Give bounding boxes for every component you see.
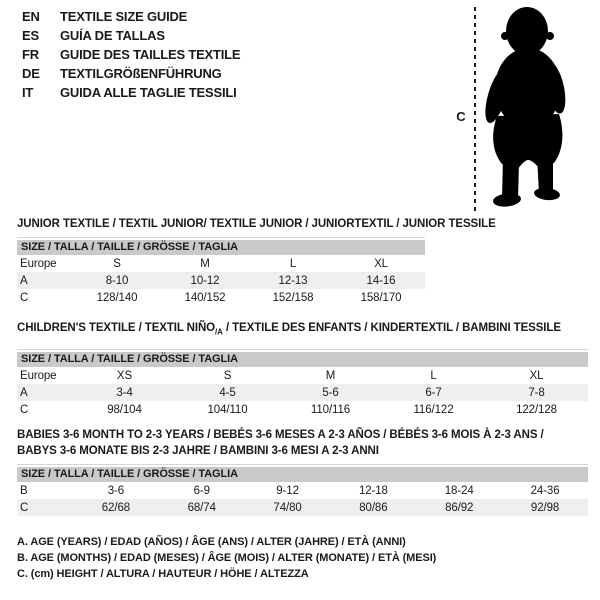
- baby-silhouette: [481, 7, 570, 208]
- size-cell: 12-18: [358, 484, 388, 497]
- size-cell: S: [113, 257, 121, 270]
- legend-notes: [17, 534, 436, 582]
- size-cell: 3-6: [107, 484, 125, 497]
- size-header-bar: SIZE / TALLA / TAILLE / GRÖSSE / TAGLIA: [17, 467, 588, 482]
- size-cell: 14-16: [366, 274, 396, 287]
- table-title: [17, 321, 588, 339]
- size-cell: 4-5: [219, 386, 236, 399]
- size-cell: XS: [116, 369, 133, 382]
- row-label: Europe: [20, 257, 57, 270]
- size-table: [17, 367, 588, 418]
- children-table-section: [17, 321, 588, 418]
- language-title: TEXTILE SIZE GUIDE: [60, 9, 188, 24]
- language-code: EN: [22, 9, 40, 24]
- table-title-subscript: /A: [215, 327, 223, 337]
- size-header-bar: SIZE / TALLA / TAILLE / GRÖSSE / TAGLIA: [17, 240, 425, 255]
- language-row-fr: [22, 45, 240, 64]
- table-row: [17, 384, 588, 401]
- size-cell: M: [325, 369, 336, 382]
- size-cell: 68/74: [187, 501, 216, 514]
- size-cell: 140/152: [184, 291, 226, 304]
- row-label: C: [20, 403, 29, 416]
- size-cell: 24-36: [530, 484, 560, 497]
- size-cell: L: [430, 369, 437, 382]
- size-cell: 3-4: [116, 386, 133, 399]
- divider-line: [17, 237, 425, 238]
- size-cell: 104/110: [207, 403, 248, 416]
- row-label: B: [20, 484, 28, 497]
- table-title: [17, 427, 588, 459]
- language-title: TEXTILGRÖßENFÜHRUNG: [60, 66, 222, 81]
- table-row: [17, 499, 588, 516]
- size-cell: 18-24: [444, 484, 474, 497]
- size-cell: XL: [374, 257, 388, 270]
- divider-line: [17, 464, 588, 465]
- size-table: [17, 255, 425, 306]
- size-cell: 116/122: [413, 403, 454, 416]
- language-code: ES: [22, 28, 39, 43]
- size-cell: 92/98: [530, 501, 560, 514]
- language-row-en: [22, 7, 240, 26]
- size-cell: 62/68: [101, 501, 131, 514]
- baby-silhouette-figure: [440, 0, 600, 220]
- language-title: GUÍA DE TALLAS: [60, 28, 165, 43]
- language-title: GUIDE DES TAILLES TEXTILE: [60, 47, 241, 62]
- size-header-bar: SIZE / TALLA / TAILLE / GRÖSSE / TAGLIA: [17, 352, 588, 367]
- row-label: Europe: [20, 369, 57, 382]
- junior-table-section: [17, 217, 496, 306]
- table-row: [17, 367, 588, 384]
- language-row-it: [22, 83, 240, 102]
- table-title-line1: BABIES 3-6 MONTH TO 2-3 YEARS / BEBÉS 3-6 MESES A 2-3 AÑOS / BÉBÉS 3-6 MOIS À 2-3 ANS /: [17, 429, 544, 441]
- language-code: IT: [22, 85, 34, 100]
- size-cell: 5-6: [322, 386, 339, 399]
- table-row: [17, 401, 588, 418]
- babies-table-section: [17, 427, 588, 516]
- table-title-text: / TEXTILE DES ENFANTS / KINDERTEXTIL / BAMBINI TESSILE: [222, 322, 561, 334]
- size-cell: 86/92: [445, 501, 474, 514]
- row-label: C: [20, 291, 29, 304]
- note-age-years: A. AGE (YEARS) / EDAD (AÑOS) / ÂGE (ANS) / ALTER (JAHRE) / ETÀ (ANNI): [17, 536, 406, 548]
- height-label-c: C: [456, 109, 466, 124]
- size-cell: 9-12: [276, 484, 299, 497]
- language-row-es: [22, 26, 240, 45]
- size-cell: 10-12: [190, 274, 220, 287]
- table-title: JUNIOR TEXTILE / TEXTIL JUNIOR/ TEXTILE JUNIOR / JUNIORTEXTIL / JUNIOR TESSILE: [17, 218, 496, 230]
- size-cell: S: [223, 369, 232, 382]
- size-cell: 152/158: [272, 291, 314, 304]
- size-cell: 80/86: [359, 501, 388, 514]
- note-age-months: B. AGE (MONTHS) / EDAD (MESES) / ÂGE (MOIS) / ALTER (MONATE) / ETÀ (MESI): [17, 552, 437, 564]
- table-row: [17, 289, 425, 306]
- language-row-de: [22, 64, 240, 83]
- table-row: [17, 482, 588, 499]
- size-cell: 98/104: [107, 403, 142, 416]
- size-cell: 7-8: [528, 386, 545, 399]
- size-cell: XL: [529, 369, 544, 382]
- size-cell: 128/140: [96, 291, 138, 304]
- note-height-cm: C. (cm) HEIGHT / ALTURA / HAUTEUR / HÖHE / ALTEZZA: [17, 568, 309, 580]
- table-title-text: CHILDREN'S TEXTILE / TEXTIL NIÑO: [17, 322, 216, 334]
- language-code: DE: [22, 66, 40, 81]
- size-cell: 74/80: [273, 501, 302, 514]
- size-cell: M: [200, 257, 210, 270]
- size-cell: 158/170: [360, 291, 402, 304]
- size-cell: 8-10: [105, 274, 129, 287]
- size-cell: 6-9: [193, 484, 210, 497]
- language-title-block: [22, 7, 240, 102]
- row-label: C: [20, 501, 29, 514]
- size-cell: L: [289, 257, 297, 270]
- row-label: A: [20, 274, 28, 287]
- language-code: FR: [22, 47, 39, 62]
- size-table: [17, 482, 588, 516]
- size-cell: 122/128: [516, 403, 557, 416]
- table-title-line2: BABYS 3-6 MONATE BIS 2-3 JAHRE / BAMBINI 3-6 MESI A 2-3 ANNI: [17, 445, 379, 457]
- size-cell: 12-13: [278, 274, 308, 287]
- size-cell: 6-7: [425, 386, 442, 399]
- table-row: [17, 255, 425, 272]
- size-cell: 110/116: [310, 403, 351, 416]
- row-label: A: [20, 386, 28, 399]
- language-title: GUIDA ALLE TAGLIE TESSILI: [60, 85, 237, 100]
- table-row: [17, 272, 425, 289]
- divider-line: [17, 349, 588, 350]
